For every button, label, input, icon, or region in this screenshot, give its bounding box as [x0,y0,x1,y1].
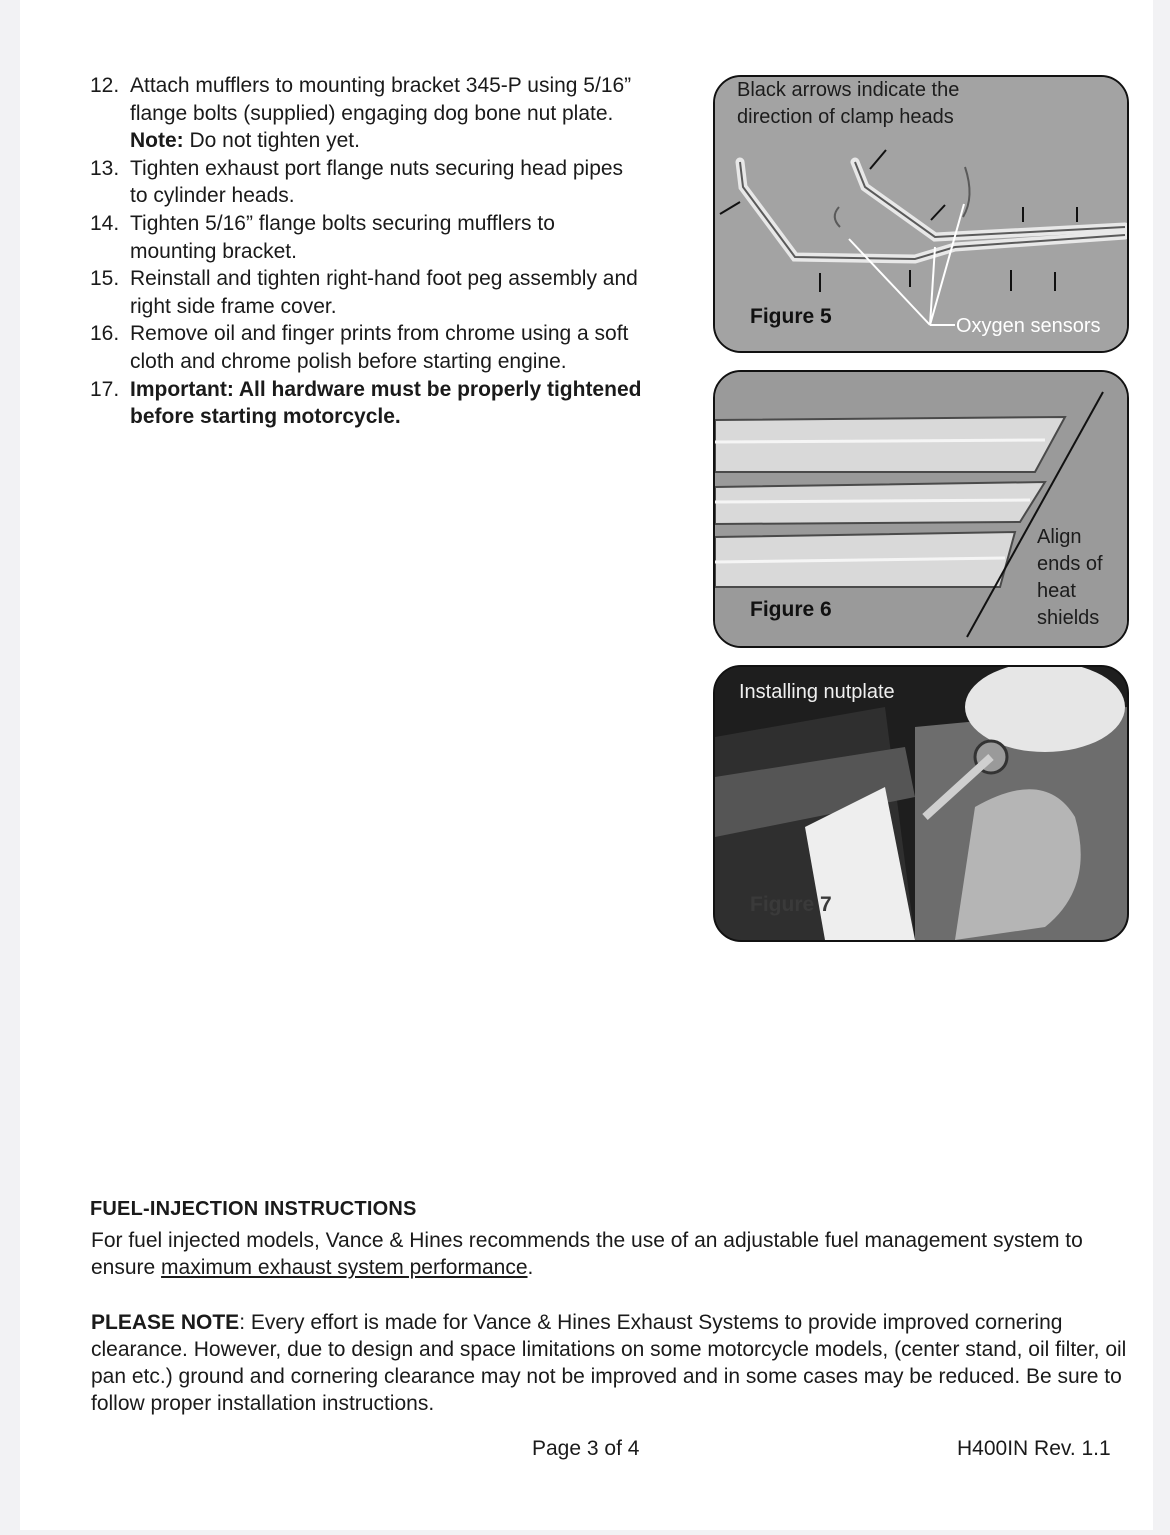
note-text: Do not tighten yet. [183,129,360,153]
step-13 [90,155,710,210]
callout-line: shields [1037,607,1100,629]
document-revision: H400IN Rev. 1.1 [957,1437,1111,1460]
step-14 [90,210,710,265]
performance-underlined-text: maximum exhaust system performance [161,1256,528,1279]
page-number: Page 3 of 4 [532,1437,640,1460]
paragraph-text: . [527,1256,534,1279]
step-text: flange bolts (supplied) engaging dog bone nut plate. [130,101,614,125]
important-text: before starting motorcycle. [130,405,401,429]
oxygen-sensors-callout: Oxygen sensors [956,315,1101,337]
instruction-steps [90,72,710,431]
caption-line: direction of clamp heads [737,106,954,128]
step-number: 13. [90,156,120,180]
caption-line: Black arrows indicate the [737,79,960,101]
paragraph-text: For fuel injected models, Vance & Hines recommends the use of an adjustable fuel management system to ensure [91,1229,1083,1279]
figure-6-photo [713,370,1129,648]
figure-5-caption [737,77,959,131]
paragraph-text: : Every effort is made for Vance & Hines Exhaust Systems to provide improved cornering clearance. However, due to design and space limitations on some motorcycle models, (center stand, oil filter, oil pan etc.) ground and cornering clearance may not be improved and in some cases may be reduced. Be sure to follow proper installation instructions. [91,1311,1127,1415]
step-text: mounting bracket. [130,239,297,263]
callout-line: heat [1037,580,1076,602]
step-number: 16. [90,322,120,346]
step-text: to cylinder heads. [130,184,295,208]
figure-7-label: Figure 7 [750,893,832,916]
callout-line: Align [1037,526,1082,548]
figure-6-label: Figure 6 [750,598,832,621]
align-heat-shields-callout [1037,524,1103,632]
please-note-paragraph [91,1309,1141,1417]
figure-7-photo [713,665,1129,942]
figure-5-label: Figure 5 [750,305,832,328]
step-number: 14. [90,211,120,235]
step-text: cloth and chrome polish before starting engine. [130,349,567,373]
step-text: Tighten 5/16” flange bolts securing mufflers to [130,211,555,235]
step-text: right side frame cover. [130,294,337,318]
figure-5-photo [713,75,1129,353]
step-17 [90,376,710,431]
step-number: 12. [90,74,120,97]
step-text: Attach mufflers to mounting bracket 345-P using 5/16” [130,74,632,97]
callout-line: ends of [1037,553,1103,575]
figure-7-caption: Installing nutplate [739,681,895,703]
please-note-label: PLEASE NOTE [91,1311,240,1334]
fuel-injection-text [91,1227,1141,1281]
step-text: Tighten exhaust port flange nuts securing head pipes [130,156,624,180]
important-text: Important: All hardware must be properly tightened [130,377,642,401]
step-12 [90,72,710,155]
step-16 [90,320,710,375]
step-15 [90,265,710,320]
note-label: Note: [130,129,184,153]
step-text: Reinstall and tighten right-hand foot peg assembly and [130,267,638,291]
step-number: 17. [90,377,120,401]
step-text: Remove oil and finger prints from chrome using a soft [130,322,629,346]
fuel-injection-title: FUEL-INJECTION INSTRUCTIONS [90,1198,417,1220]
step-number: 15. [90,267,120,291]
